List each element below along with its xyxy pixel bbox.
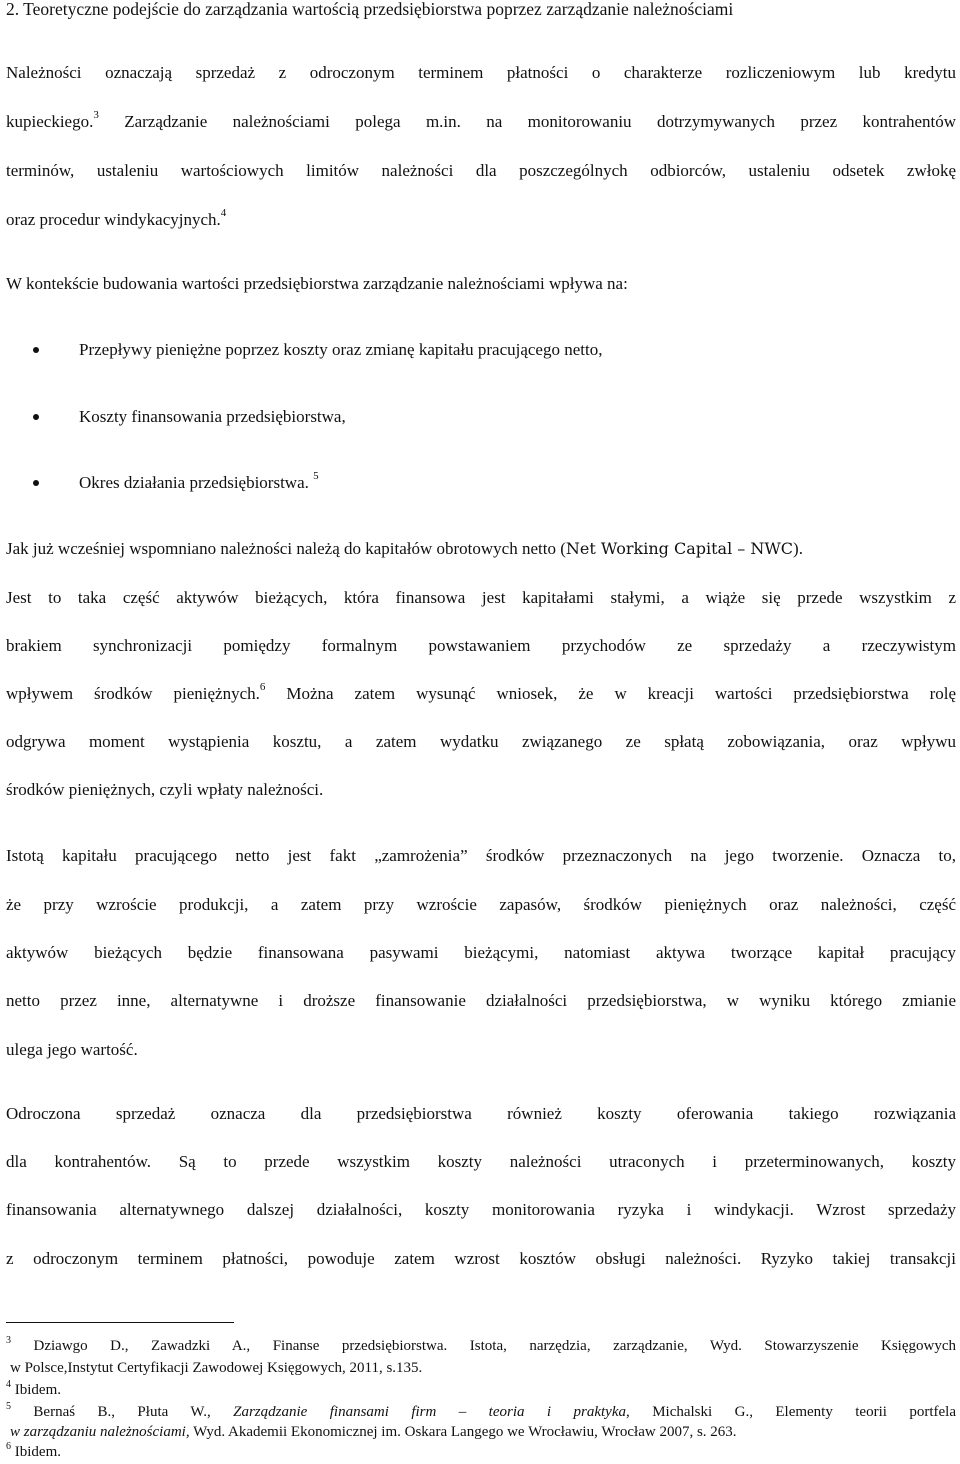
section-heading: 2. Teoretyczne podejście do zarządzania wartością przedsiębiorstwa poprzez zarządzanie należnościami <box>6 0 734 19</box>
footnote-5-line1: $^5$ Bernaś B., Płuta W., Zarządzanie finansami firm – teoria i praktyka, Michalski G., Elementy teorii portfela <box>6 1401 956 1420</box>
footnote-ref-6: 6 <box>259 681 266 694</box>
para3-line3: brakiem synchronizacji pomiędzy formalnym powstawaniem przychodów ze sprzedaży a rzeczywistym <box>6 636 956 655</box>
para1-line1: Należności oznaczają sprzedaż z odroczonym terminem płatności o charakterze rozliczeniowym lub kredytu <box>6 63 956 82</box>
list-item: Okres działania przedsiębiorstwa. $^5$ <box>6 472 956 496</box>
para2-intro: W kontekście budowania wartości przedsiębiorstwa zarządzanie należnościami wpływa na: <box>6 274 628 293</box>
footnote-6: $^6$ Ibidem. <box>6 1441 61 1460</box>
footnote-divider <box>6 1322 234 1323</box>
para4-line3: aktywów bieżących będzie finansowana pasywami bieżącymi, natomiast aktywa tworzące kapitał pracujący <box>6 943 956 962</box>
footnote-ref-5: 5 <box>313 470 319 483</box>
para5-line4: z odroczonym terminem płatności, powoduje zatem wzrost kosztów obsługi należności. Ryzyko takiej transakcji <box>6 1249 956 1268</box>
para4-line4: netto przez inne, alternatywne i droższe finansowanie działalności przedsiębiorstwa, w wyniku którego zmianie <box>6 991 956 1010</box>
para3-line6: środków pieniężnych, czyli wpłaty należności. <box>6 780 324 799</box>
bullet-icon <box>33 414 39 420</box>
list-item: Koszty finansowania przedsiębiorstwa, <box>6 406 956 430</box>
para5-line2: dla kontrahentów. Są to przede wszystkim koszty należności utraconych i przeterminowanych, koszty <box>6 1152 956 1171</box>
para3-line2: Jest to taka część aktywów bieżących, która finansowa jest kapitałami stałymi, a wiąże się przede wszystkim z <box>6 588 956 607</box>
para4-line1: Istotą kapitału pracującego netto jest fakt „zamrożenia” środków przeznaczonych na jego tworzenie. Oznacza to, <box>6 846 956 865</box>
para3-line5: odgrywa moment wystąpienia kosztu, a zatem wydatku związanego ze spłatą zobowiązania, oraz wpływu <box>6 732 956 751</box>
bullet-icon <box>33 347 39 353</box>
para5-line1: Odroczona sprzedaż oznacza dla przedsiębiorstwa również koszty oferowania takiego rozwiązania <box>6 1104 956 1123</box>
footnote-ref-4: 4 <box>220 207 227 220</box>
footnote-4: $^4$ Ibidem. <box>6 1379 61 1398</box>
para3-line4: wpływem środków pieniężnych.$^6$ Można zatem wysunąć wniosek, że w kreacji wartości przedsiębiorstwa rolę <box>6 681 956 703</box>
footnote-ref-3: 3 <box>93 109 99 122</box>
bullet-icon <box>33 480 39 486</box>
para5-line3: finansowania alternatywnego dalszej działalności, koszty monitorowania ryzyka i windykacji. Wzrost sprzedaży <box>6 1200 956 1219</box>
para3-line1: Jak już wcześniej wspomniano należności należą do kapitałów obrotowych netto (Net Working Capital – NWC). <box>6 539 803 558</box>
para4-line2: że przy wzroście produkcji, a zatem przy wzroście zapasów, środków pieniężnych oraz należności, część <box>6 895 956 914</box>
para1-line3: terminów, ustaleniu wartościowych limitów należności dla poszczególnych odbiorców, ustaleniu odsetek zwłokę <box>6 161 956 180</box>
para1-line4: oraz procedur windykacyjnych.$^4$ <box>6 207 227 229</box>
para4-line5: ulega jego wartość. <box>6 1040 138 1059</box>
list-item: Przepływy pieniężne poprzez koszty oraz zmianę kapitału pracującego netto, <box>6 339 956 363</box>
footnote-5-line2: w zarządzaniu należnościami, Wyd. Akademii Ekonomicznej im. Oskara Langego we Wrocławiu, Wrocław 2007, s. 263. <box>10 1424 737 1440</box>
footnote-3-line2: w Polsce,Instytut Certyfikacji Zawodowej Księgowych, 2011, s.135. <box>10 1360 423 1376</box>
footnote-3-line1: $^3$ Dziawgo D., Zawadzki A., Finanse przedsiębiorstwa. Istota, narzędzia, zarządzanie, Wyd. Stowarzyszenie Księgowych <box>6 1335 956 1354</box>
para1-line2: kupieckiego.$^3$ Zarządzanie należnościami polega m.in. na monitorowaniu dotrzymywanych przez kontrahentów <box>6 109 956 131</box>
